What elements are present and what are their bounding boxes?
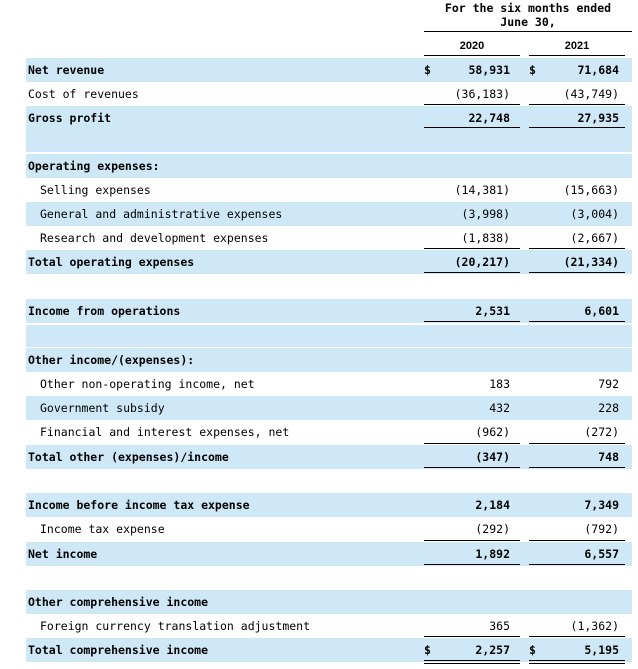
row-label: Government subsidy (40, 401, 165, 415)
value-2021: (2,667) (570, 231, 619, 245)
value-2020: 365 (489, 619, 510, 633)
subtotal-rule (424, 104, 520, 105)
row-financial-interest-expenses (26, 420, 632, 444)
value-2021: 748 (598, 450, 619, 464)
value-2021: 5,195 (584, 643, 619, 657)
spacer-row (26, 325, 632, 347)
row-total-operating-expenses (26, 250, 632, 274)
value-2020: 1,892 (475, 547, 510, 561)
subtotal-rule (529, 104, 625, 105)
value-2021: (15,663) (563, 183, 619, 197)
section-label: Other income/(expenses): (28, 353, 195, 367)
row-label: Foreign currency translation adjustment (40, 619, 311, 633)
value-2020: (962) (475, 425, 510, 439)
section-label: Operating expenses: (28, 159, 160, 173)
currency-symbol: $ (424, 643, 431, 657)
row-g-and-a-expenses (26, 202, 632, 226)
row-label: Net income (28, 547, 98, 561)
subtotal-rule (424, 248, 520, 249)
value-2020: 58,931 (468, 63, 510, 77)
total-rule (424, 321, 520, 322)
row-label: Selling expenses (40, 183, 151, 197)
row-oci-header (26, 590, 632, 614)
currency-symbol: $ (424, 63, 431, 77)
total-rule (424, 127, 520, 128)
total-rule (529, 321, 625, 322)
value-2021: 27,935 (577, 111, 619, 125)
value-2021: (43,749) (563, 87, 619, 101)
row-selling-expenses (26, 178, 632, 202)
row-total-other-income (26, 445, 632, 469)
value-2021: (1,362) (570, 619, 619, 633)
value-2020: (20,217) (454, 255, 510, 269)
row-income-tax-expense (26, 517, 632, 541)
total-rule (529, 272, 625, 273)
period-underline (424, 31, 632, 32)
row-label: Cost of revenues (28, 87, 139, 101)
value-2020: (292) (475, 522, 510, 536)
value-2021: 6,557 (584, 547, 619, 561)
row-r-and-d-expenses (26, 226, 632, 250)
row-label: Net revenue (28, 63, 105, 77)
row-label: Other non-operating income, net (40, 377, 255, 391)
row-label: Financial and interest expenses, net (40, 425, 290, 439)
value-2020: (3,998) (461, 207, 510, 221)
row-label: Income from operations (28, 304, 181, 318)
period-header-line2: June 30, (500, 15, 556, 29)
value-2021: 71,684 (577, 63, 619, 77)
subtotal-rule (529, 248, 625, 249)
row-government-subsidy (26, 396, 632, 420)
value-2020: (14,381) (454, 183, 510, 197)
section-label: Other comprehensive income (28, 595, 209, 609)
value-2020: 2,531 (475, 304, 510, 318)
value-2021: 7,349 (584, 498, 619, 512)
grand-total-double-rule (529, 660, 625, 664)
grand-total-double-rule (424, 660, 520, 664)
row-fx-translation-adjustment (26, 614, 632, 638)
row-label: Gross profit (28, 111, 112, 125)
value-2021: (21,334) (563, 255, 619, 269)
value-2021: 6,601 (584, 304, 619, 318)
row-label: Total operating expenses (28, 255, 195, 269)
row-other-non-operating-income (26, 372, 632, 396)
value-2021: (272) (584, 425, 619, 439)
value-2020: 432 (489, 401, 510, 415)
row-net-income (26, 542, 632, 566)
value-2020: (36,183) (454, 87, 510, 101)
spacer-row (26, 130, 632, 152)
subtotal-rule (424, 540, 520, 541)
total-rule (424, 564, 520, 565)
value-2020: (347) (475, 450, 510, 464)
row-cost-of-revenues (26, 82, 632, 106)
row-label: Total comprehensive income (28, 643, 209, 657)
subtotal-rule (529, 540, 625, 541)
value-2021: 228 (598, 401, 619, 415)
row-label: Research and development expenses (40, 231, 269, 245)
row-label: Income before income tax expense (28, 498, 250, 512)
value-2021: 792 (598, 377, 619, 391)
year-2021-header: 2021 (529, 37, 625, 56)
row-other-income-header (26, 348, 632, 372)
row-label: Income tax expense (40, 522, 165, 536)
total-rule (529, 127, 625, 128)
total-rule (529, 564, 625, 565)
period-header-line1: For the six months ended (444, 1, 612, 15)
total-rule (424, 272, 520, 273)
value-2020: 2,184 (475, 498, 510, 512)
row-income-before-tax (26, 493, 632, 517)
subtotal-rule (529, 443, 625, 444)
value-2020: (1,838) (461, 231, 510, 245)
subtotal-rule (424, 636, 520, 637)
value-2020: 22,748 (468, 111, 510, 125)
value-2020: 2,257 (475, 643, 510, 657)
subtotal-rule (424, 443, 520, 444)
year-2020-header: 2020 (424, 37, 520, 56)
total-rule (529, 467, 625, 468)
total-rule (424, 467, 520, 468)
currency-symbol: $ (529, 63, 536, 77)
row-total-comprehensive-income (26, 638, 632, 662)
value-2021: (792) (584, 522, 619, 536)
row-operating-expenses-header (26, 154, 632, 178)
currency-symbol: $ (529, 643, 536, 657)
row-label: Total other (expenses)/income (28, 450, 229, 464)
row-label: General and administrative expenses (40, 207, 283, 221)
value-2020: 183 (489, 377, 510, 391)
value-2021: (3,004) (570, 207, 619, 221)
subtotal-rule (529, 636, 625, 637)
row-income-from-operations (26, 299, 632, 323)
period-header (424, 0, 632, 32)
row-net-revenue (26, 58, 632, 82)
